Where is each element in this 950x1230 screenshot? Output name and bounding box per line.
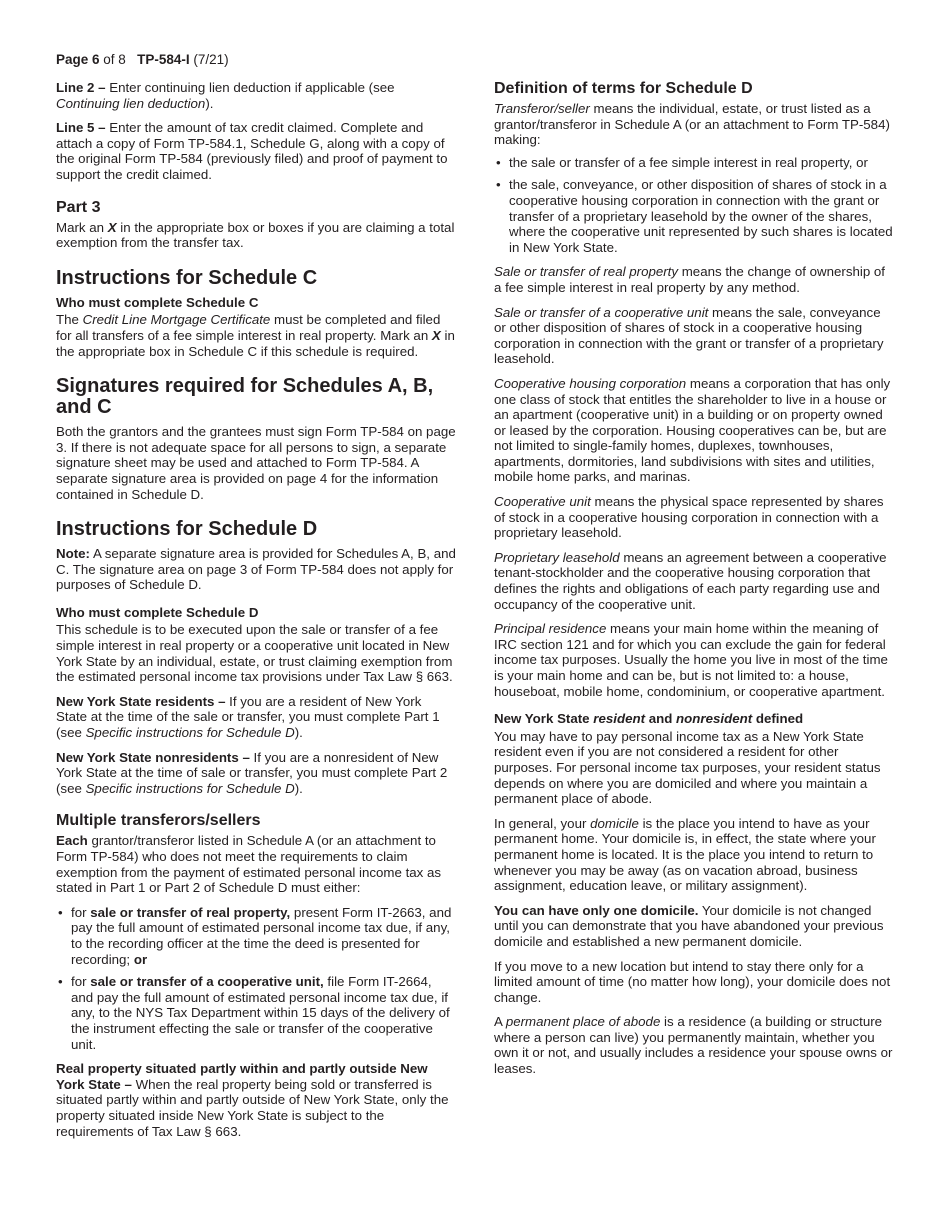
term: Transferor/seller bbox=[494, 101, 590, 116]
line2-paragraph bbox=[56, 80, 456, 111]
nonresidents-text-end: ). bbox=[294, 780, 303, 796]
bullet-or: or bbox=[133, 951, 148, 967]
definition-text: means a corporation that has only one class of stock that entitles the shareholder to live in a house or an apartment (cooperative unit) in a building or on property owned or leased by the corporation. Housing cooperatives can be, but are not limited to single-family homes, duplexes, townhouses, apartments, dormitories, land subdivisions with sites and utilities, mobile home parks, and marinas. bbox=[494, 375, 891, 485]
term: Sale or transfer of a cooperative unit bbox=[494, 304, 709, 320]
heading-part: New York State bbox=[494, 711, 594, 727]
residents-text-end: ). bbox=[294, 725, 303, 741]
right-column bbox=[494, 80, 894, 1086]
residents-text: If you are a resident of New York State at the time of the sale or transfer, you must complete Part 1 (see bbox=[56, 693, 440, 741]
definitions-heading: Definition of terms for Schedule D bbox=[494, 80, 753, 97]
part3-paragraph bbox=[56, 220, 456, 251]
schedule-c-text-2: must be completed and filed for all transfers of a fee simple interest in real property. Mark an bbox=[56, 312, 441, 343]
multiple-transferors-list bbox=[56, 905, 456, 1052]
bullet-bold: sale or transfer of real property, bbox=[90, 904, 291, 920]
transferor-list bbox=[494, 155, 894, 256]
line5-paragraph bbox=[56, 120, 456, 182]
multiple-transferors-text: grantor/transferor listed in Schedule A (or an attachment to Form TP-584) who does not meet the requirements to claim exemption from the payment of estimated personal income tax as stated in Part 1 or Part 2 of Schedule D must either: bbox=[56, 833, 442, 896]
part3-text-end: in the appropriate box or boxes if you are claiming a total exemption from the transfer tax. bbox=[56, 219, 455, 251]
text: Your domicile is not changed until you can demonstrate that you have abandoned your previous domicile and established a new permanent domicile. bbox=[494, 902, 884, 949]
partly-within-text: When the real property being sold or transferred is situated partly within and partly outside of New York State, only the property situated inside New York State is subject to the requirements of Tax Law § 663. bbox=[56, 1076, 449, 1139]
list-item: • the sale, conveyance, or other disposition of shares of stock in a cooperative housing corporation in connection with the grant or transfer of a proprietary leasehold by the owner of the shares, where the cooperative unit represented by such shares is located in New York State. bbox=[494, 177, 894, 255]
term: Sale or transfer of real property bbox=[494, 264, 679, 280]
schedule-c-paragraph bbox=[56, 312, 456, 359]
multiple-transferors-paragraph bbox=[56, 833, 456, 895]
nonresidents-ref: Specific instructions for Schedule D bbox=[85, 780, 295, 796]
left-column bbox=[56, 80, 456, 1148]
nonresidents-label: New York State nonresidents – bbox=[56, 749, 250, 765]
term: permanent place of abode bbox=[505, 1014, 661, 1030]
signatures-paragraph: Both the grantors and the grantees must sign Form TP-584 on page 3. If there is not adequate space for all persons to sign, a separate signature sheet may be used and attached to Form TP-584. A separate signature area is provided on page 4 for the information contained in Schedule D. bbox=[56, 424, 456, 502]
resident-paragraph: You may have to pay personal income tax as a New York State resident even if you are not considered a resident for other purposes. For personal income tax purposes, your resident status depends on where you are domiciled and where you maintain a permanent place of abode. bbox=[494, 728, 881, 807]
partly-within-paragraph bbox=[56, 1061, 456, 1139]
residents-ref: Specific instructions for Schedule D bbox=[85, 725, 295, 741]
term: Cooperative unit bbox=[494, 494, 591, 510]
form-id: TP-584-I bbox=[137, 52, 190, 67]
definition-text: means your main home within the meaning of IRC section 121 and for which you can exclude the gain for federal income tax purposes. Usually the home you live in most of the time is your main home and can be, but is not limited to: a house, houseboat, mobile home, condominium, or cooperative apartment. bbox=[494, 621, 888, 699]
bullet-text: file Form IT-2664, and pay the full amount of estimated personal income tax due, if any, to the NYS Tax Department within 15 days of the delivery of the instrument effecting the sale or transfer of the cooperative unit. bbox=[71, 974, 450, 1052]
bold-text: You can have only one domicile. bbox=[494, 902, 699, 918]
transferor-definition bbox=[494, 101, 894, 148]
partly-within-label: Real property situated partly within and partly outside New York State – bbox=[56, 1061, 428, 1092]
resident-nonresident-heading bbox=[494, 711, 894, 727]
schedule-d-note bbox=[56, 546, 456, 593]
each-label: Each bbox=[56, 833, 88, 849]
residents-label: New York State residents – bbox=[56, 693, 226, 709]
sale-coop-definition bbox=[494, 305, 894, 367]
note-label: Note: bbox=[56, 546, 90, 562]
definition-text: means an agreement between a cooperative tenant-stockholder and the cooperative housing corporation that defines the rights and obligations of each party regarding use and occupancy of the cooperative unit. bbox=[494, 549, 887, 612]
part3-text: Mark an bbox=[56, 219, 108, 235]
schedule-c-heading: Instructions for Schedule C bbox=[56, 266, 318, 289]
term: domicile bbox=[590, 815, 639, 831]
principal-definition bbox=[494, 621, 894, 699]
page-number: Page 6 bbox=[56, 52, 100, 67]
heading-part: nonresident bbox=[676, 711, 753, 727]
definition-text: means the individual, estate, or trust listed as a grantor/transferor in Schedule A (or an attachment to Form TP-584) making: bbox=[494, 101, 890, 148]
nonresidents-text: If you are a nonresident of New York State at the time of sale or transfer, you must complete Part 2 (see bbox=[56, 749, 448, 796]
schedule-c-subheading: Who must complete Schedule C bbox=[56, 294, 259, 310]
line2-ref: Continuing lien deduction bbox=[56, 95, 206, 111]
term: Principal residence bbox=[494, 621, 607, 637]
term: Cooperative housing corporation bbox=[494, 375, 687, 391]
definition-text: means the sale, conveyance or other disposition of shares of stock in a cooperative housing corporation in connection with the grant or transfer of a proprietary leasehold. bbox=[494, 304, 884, 367]
line5-label: Line 5 – bbox=[56, 120, 106, 136]
text: A bbox=[494, 1014, 506, 1030]
coop-unit-definition bbox=[494, 494, 894, 541]
text: In general, your bbox=[494, 815, 591, 831]
move-paragraph: If you move to a new location but intend to stay there only for a limited amount of time (no matter how long), your domicile does not change. bbox=[494, 958, 891, 1005]
multiple-transferors-heading: Multiple transferors/sellers bbox=[56, 812, 261, 830]
line2-text-end: ). bbox=[205, 95, 214, 111]
list-item bbox=[56, 905, 456, 967]
page-header bbox=[56, 52, 229, 67]
part3-x-mark: X bbox=[107, 219, 117, 235]
schedule-c-cert: Credit Line Mortgage Certificate bbox=[82, 312, 271, 328]
residents-paragraph bbox=[56, 694, 456, 741]
bullet-bold: sale or transfer of a cooperative unit, bbox=[90, 974, 324, 990]
one-domicile-paragraph bbox=[494, 903, 894, 950]
heading-part: resident bbox=[593, 711, 646, 727]
schedule-c-text-3: in the appropriate box in Schedule C if this schedule is required. bbox=[56, 327, 455, 359]
bullet-text: present Form IT-2663, and pay the full amount of estimated personal income tax due, if any, to the recording officer at the time the deed is presented for recording; bbox=[71, 904, 452, 967]
text: is the place you intend to have as your permanent home. Your domicile is, in effect, the state where your permanent home is located. It is the place you intend to return to whenever you may be away (as on vacation abroad, business assignment, education leave, or military assignment). bbox=[494, 815, 876, 894]
page-of: of 8 bbox=[103, 52, 126, 67]
domicile-paragraph bbox=[494, 816, 894, 894]
line2-text: Enter continuing lien deduction if applicable (see bbox=[105, 80, 395, 95]
definition-text: means the physical space represented by shares of stock in a cooperative housing corporation in connection with a proprietary leasehold. bbox=[494, 494, 884, 541]
bullet-text: for bbox=[71, 904, 91, 920]
schedule-d-heading: Instructions for Schedule D bbox=[56, 518, 318, 541]
sale-real-definition bbox=[494, 264, 894, 295]
signatures-heading: Signatures required for Schedules A, B, and C bbox=[56, 375, 434, 419]
part3-heading: Part 3 bbox=[56, 198, 101, 216]
prop-lease-definition bbox=[494, 550, 894, 612]
term: Proprietary leasehold bbox=[494, 549, 620, 565]
schedule-c-text: The bbox=[56, 312, 83, 328]
line5-text: Enter the amount of tax credit claimed. Complete and attach a copy of Form TP-584.1, Schedule G, along with a copy of the original Form TP-584 (previously filed) and proof of payment to support the credit claimed. bbox=[56, 120, 448, 182]
form-date: (7/21) bbox=[193, 52, 229, 67]
heading-part: defined bbox=[752, 711, 804, 727]
coop-corp-definition bbox=[494, 376, 894, 485]
list-item bbox=[56, 974, 456, 1052]
heading-part: and bbox=[645, 711, 677, 727]
list-item: • the sale or transfer of a fee simple interest in real property, or bbox=[494, 155, 894, 171]
schedule-c-x-mark: X bbox=[431, 327, 441, 343]
schedule-d-subheading: Who must complete Schedule D bbox=[56, 604, 259, 620]
abode-paragraph bbox=[494, 1014, 894, 1076]
text: is a residence (a building or structure where a person can live) you permanently maintain, whether you own it or not, and usually includes a residence your spouse owns or leases. bbox=[494, 1014, 893, 1077]
bullet-text: for bbox=[71, 974, 91, 990]
nonresidents-paragraph bbox=[56, 750, 456, 797]
note-text: A separate signature area is provided for Schedules A, B, and C. The signature area on page 3 of Form TP-584 does not apply for purposes of Schedule D. bbox=[56, 546, 456, 593]
definition-text: means the change of ownership of a fee simple interest in real property by any method. bbox=[494, 264, 886, 295]
schedule-d-paragraph: This schedule is to be executed upon the sale or transfer of a fee simple interest in real property or a cooperative unit located in New York State by an individual, estate, or trust claiming exemption from the estimated personal income tax provisions under Tax Law § 663. bbox=[56, 622, 453, 685]
line2-label: Line 2 – bbox=[56, 80, 106, 95]
